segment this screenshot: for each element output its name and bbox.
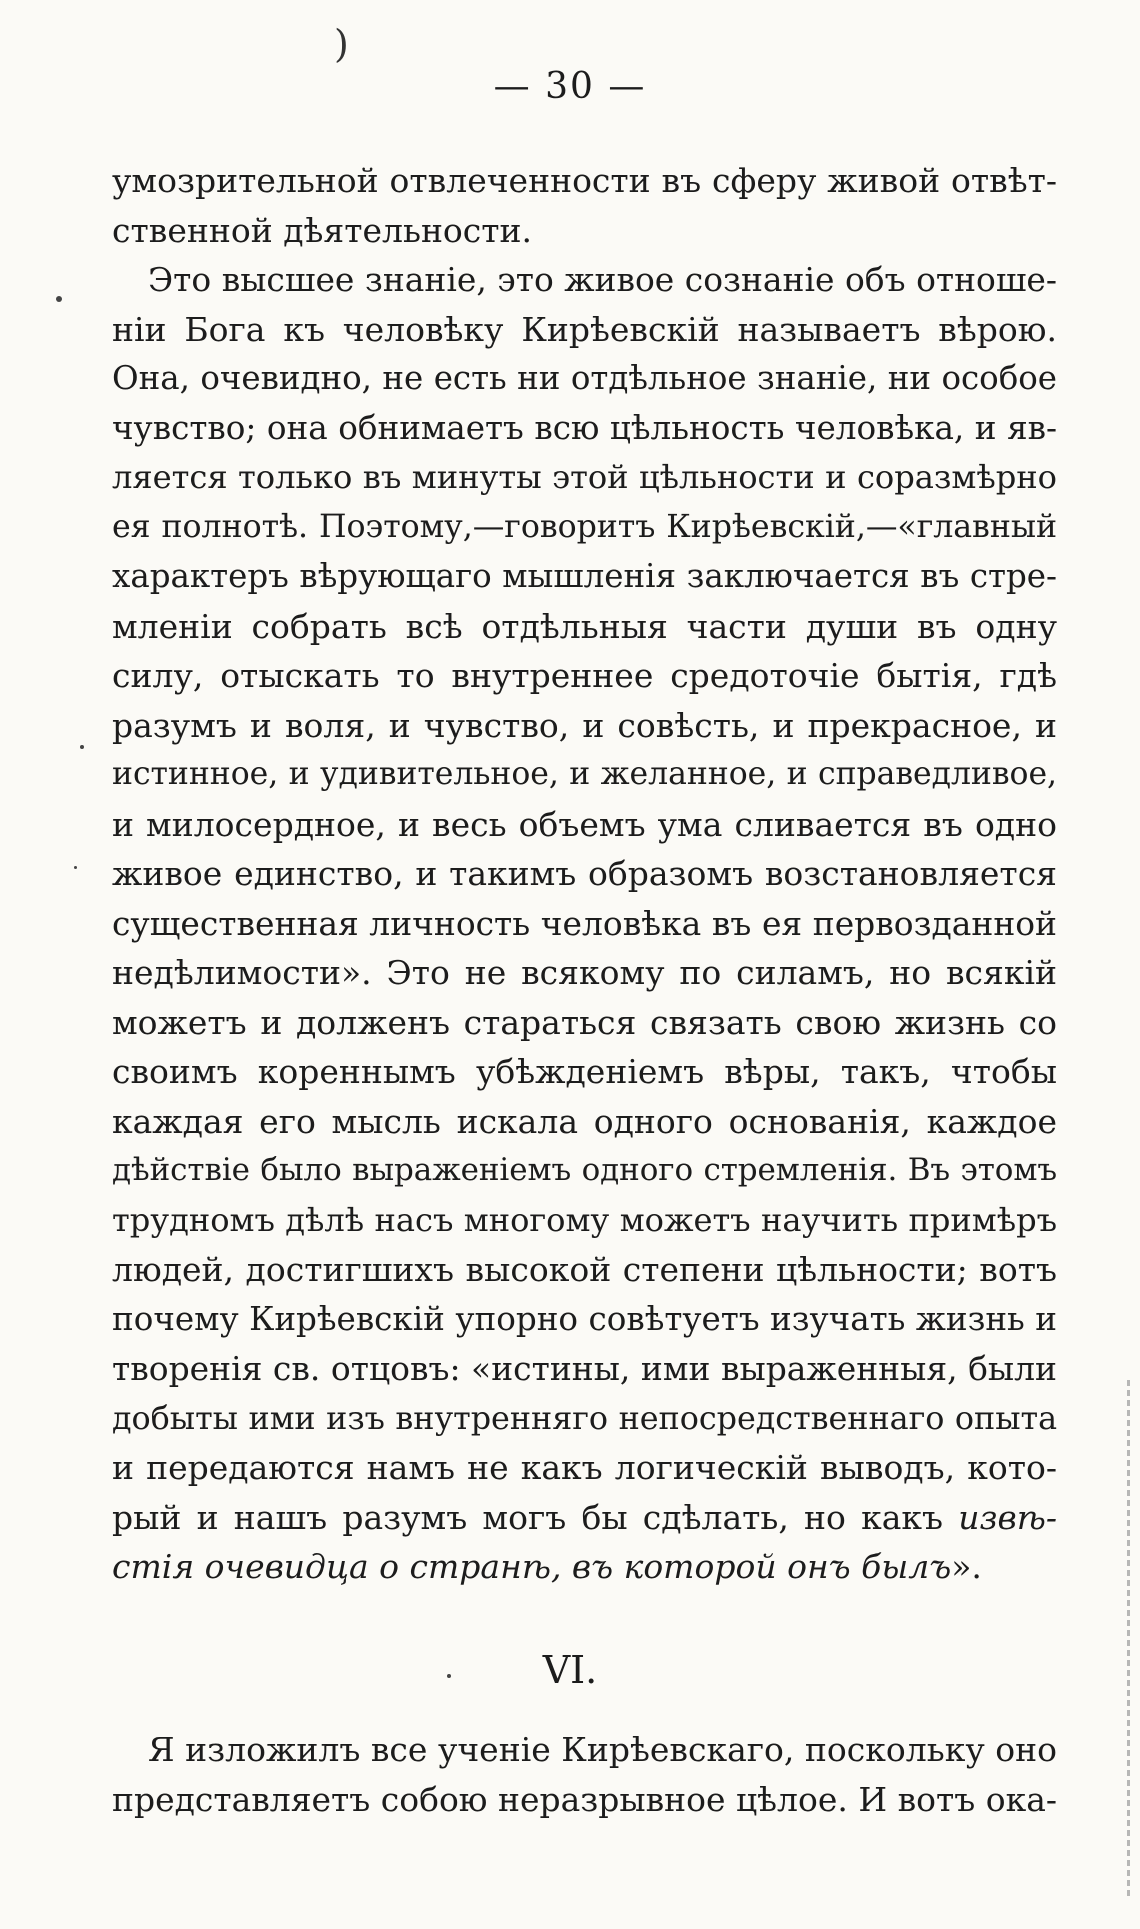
text-line: каждая его мысль искала одного основанія, каждое <box>112 1101 1057 1141</box>
text-line: своимъ кореннымъ убѣжденіемъ вѣры, такъ, чтобы <box>112 1052 1057 1091</box>
page-mark: ) <box>334 22 349 66</box>
section-heading: VI. <box>542 1648 598 1692</box>
paragraph-main <box>112 255 1057 1592</box>
text-line: умозрительной отвлеченности въ сферу живой отвѣт- <box>112 161 1057 200</box>
text-line: мленіи собрать всѣ отдѣльныя части души въ одну <box>112 606 1057 646</box>
text-line: и милосердное, и весь объемъ ума сливается въ одно <box>112 804 1057 844</box>
text-line: силу, отыскать то внутреннее средоточіе бытія, гдѣ <box>112 656 1057 695</box>
text-line <box>112 1493 1057 1543</box>
text-line: разумъ и воля, и чувство, и совѣсть, и прекрасное, и <box>112 705 1057 745</box>
italic-run: стія очевидца о странѣ, въ которой онъ былъ <box>112 1547 952 1586</box>
text-line: Она, очевидно, не есть ни отдѣльное знаніе, ни особое <box>112 359 1057 397</box>
text-run: рый и нашъ разумъ могъ бы сдѣлать, но какъ <box>112 1497 944 1537</box>
text-line: недѣлимости». Это не всякому по силамъ, но всякій <box>112 953 1057 992</box>
text-line: характеръ вѣрующаго мышленія заключается въ стре- <box>112 557 1057 595</box>
paragraph-section <box>112 1725 1057 1824</box>
text-line: можетъ и долженъ стараться связать свою жизнь со <box>112 1002 1057 1042</box>
text-line <box>112 1542 1057 1592</box>
margin-speck <box>74 866 77 869</box>
text-run: ». <box>951 1547 982 1586</box>
text-line: Это высшее знаніе, это живое сознаніе объ отноше- <box>148 260 1057 299</box>
paragraph-continuation <box>112 156 1057 255</box>
text-line: творенія св. отцовъ: «истины, ими выраженныя, были <box>112 1349 1057 1388</box>
text-line: ляется только въ минуты этой цѣльности и соразмѣрно <box>112 458 1057 496</box>
text-line: Я изложилъ все ученіе Кирѣевскаго, поскольку оно <box>148 1730 1057 1769</box>
text-line: и передаются намъ не какъ логическій выводъ, кото- <box>112 1448 1057 1487</box>
text-line: людей, достигшихъ высокой степени цѣльности; вотъ <box>112 1250 1057 1289</box>
text-line: добыты ими изъ внутренняго непосредственнаго опыта <box>112 1398 1057 1437</box>
margin-speck <box>56 296 62 302</box>
page-edge-scan-artifact <box>1127 1380 1130 1900</box>
text-line: истинное, и удивительное, и желанное, и справедливое, <box>112 756 1057 792</box>
text-line: трудномъ дѣлѣ насъ многому можетъ научить примѣръ <box>112 1200 1057 1239</box>
text-line: существенная личность человѣка въ ея первозданной <box>112 903 1057 943</box>
text-line: почему Кирѣевскій упорно совѣтуетъ изучать жизнь и <box>112 1299 1057 1338</box>
text-line: чувство; она обнимаетъ всю цѣльность человѣка, и яв- <box>112 408 1057 447</box>
text-line: дѣйствіе было выраженіемъ одного стремленія. Въ этомъ <box>112 1152 1057 1188</box>
text-line: ственной дѣятельности. <box>112 210 533 250</box>
italic-run: извѣ- <box>958 1497 1057 1537</box>
text-line: живое единство, и такимъ образомъ возстановляется <box>112 854 1057 893</box>
margin-speck <box>80 745 84 749</box>
page-number: — 30 — <box>493 66 647 107</box>
text-line: ея полнотѣ. Поэтому,—говоритъ Кирѣевскій,—«главный <box>112 508 1057 545</box>
text-line: представляетъ собою неразрывное цѣлое. И вотъ ока- <box>112 1779 1057 1819</box>
text-line: ніи Бога къ человѣку Кирѣевскій называетъ вѣрою. <box>112 309 1057 349</box>
